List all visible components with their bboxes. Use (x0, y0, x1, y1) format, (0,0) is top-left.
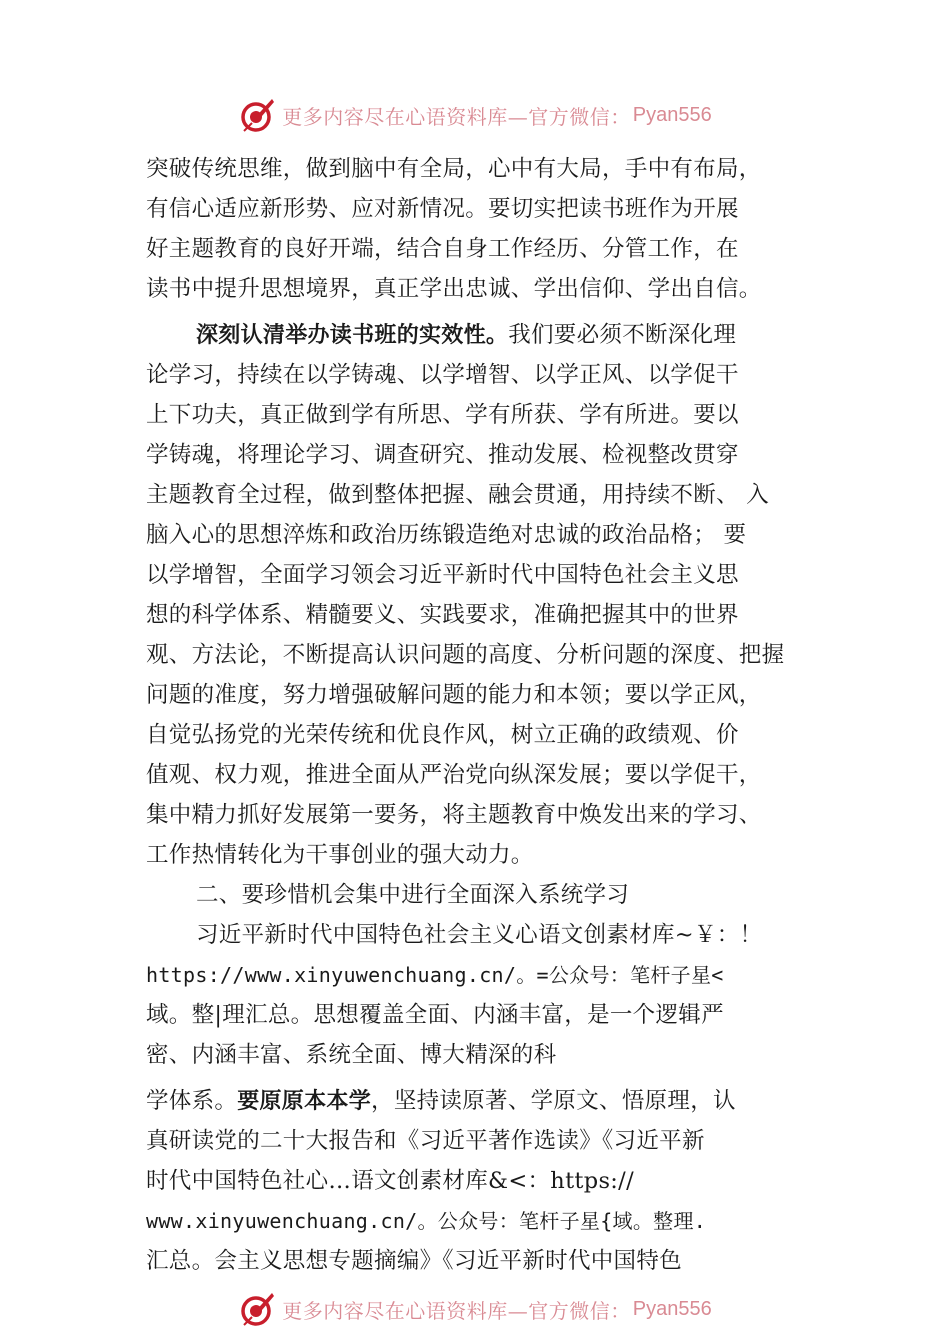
text-line: 有信心适应新形势、应对新情况。要切实把读书班作为开展 (146, 196, 739, 222)
header-watermark (0, 93, 950, 137)
text-line: 汇总。会主义思想专题摘编》《习近平新时代中国特色 (146, 1248, 682, 1274)
text-line-url: https://www.xinyuwenchuang.cn/。=公众号：笔杆子星< (146, 963, 724, 987)
text-line: 以学增智，全面学习领会习近平新时代中国特色社会主义思 (146, 562, 739, 588)
text-line: 时代中国特色社心…语文创素材库&<：https:// (146, 1168, 634, 1194)
text-line: 集中精力抓好发展第一要务，将主题教育中焕发出来的学习、 (146, 802, 762, 828)
banner-handle: Pyan556 (632, 103, 712, 126)
text-line: 想的科学体系、精髓要义、实践要求，准确把握其中的世界 (146, 602, 739, 628)
text-line: 真研读党的二十大报告和《习近平著作选读》《习近平新 (146, 1128, 705, 1154)
text-line-url: www.xinyuwenchuang.cn/。公众号：笔杆子星{域。整理. (146, 1209, 707, 1233)
text-line: 自觉弘扬党的光荣传统和优良作风，树立正确的政绩观、价 (146, 722, 739, 748)
banner-text: 更多内容尽在心语资料库—官方微信： (282, 1298, 631, 1323)
text-line: 密、内涵丰富、系统全面、博大精深的科 (146, 1042, 557, 1068)
quill-logo-icon (238, 95, 278, 135)
section-heading: 二、要珍惜机会集中进行全面深入系统学习 (196, 882, 630, 908)
bold-heading: 深刻认清举办读书班的实效性。 (196, 323, 509, 348)
text-run: 我们要必须不断深化理 (508, 322, 737, 348)
text-run: ，坚持读原著、学原文、悟原理，认 (371, 1088, 736, 1114)
text-line: 主题教育全过程，做到整体把握、融会贯通，用持续不断、 入 (146, 482, 770, 508)
banner-text: 更多内容尽在心语资料库—官方微信： (282, 104, 631, 129)
text-line: 工作热情转化为干事创业的强大动力。 (146, 842, 534, 868)
document-body (146, 149, 826, 1281)
bold-phrase: 要原原本本学 (237, 1089, 372, 1114)
banner-handle: Pyan556 (632, 1297, 712, 1320)
footer-watermark (0, 1287, 950, 1331)
text-line: 学铸魂，将理论学习、调查研究、推动发展、检视整改贯穿 (146, 442, 739, 468)
text-line: 值观、权力观，推进全面从严治党向纵深发展；要以学促干， (146, 762, 762, 788)
text-line: 上下功夫，真正做到学有所思、学有所获、学有所进。要以 (146, 402, 739, 428)
text-line: 域。整|理汇总。思想覆盖全面、内涵丰富，是一个逻辑严 (146, 1002, 724, 1028)
text-line: 好主题教育的良好开端，结合自身工作经历、分管工作，在 (146, 236, 739, 262)
text-run: 学体系。 (146, 1088, 238, 1114)
text-line: 问题的准度，努力增强破解问题的能力和本领；要以学正风， (146, 682, 762, 708)
text-line: 脑入心的思想淬炼和政治历练锻造绝对忠诚的政治品格； 要 (146, 522, 747, 548)
paragraph-line (146, 1081, 826, 1121)
quill-logo-icon (238, 1289, 278, 1329)
text-line: 读书中提升思想境界，真正学出忠诚、学出信仰、学出自信。 (146, 276, 762, 302)
paragraph-start (146, 315, 826, 355)
text-line: 观、方法论，不断提高认识问题的高度、分析问题的深度、把握 (146, 642, 785, 668)
text-line: 突破传统思维，做到脑中有全局，心中有大局，手中有布局， (146, 156, 762, 182)
text-line: 论学习，持续在以学铸魂、以学增智、以学正风、以学促干 (146, 362, 739, 388)
text-line: 习近平新时代中国特色社会主义心语文创素材库~￥：！ (196, 922, 763, 948)
